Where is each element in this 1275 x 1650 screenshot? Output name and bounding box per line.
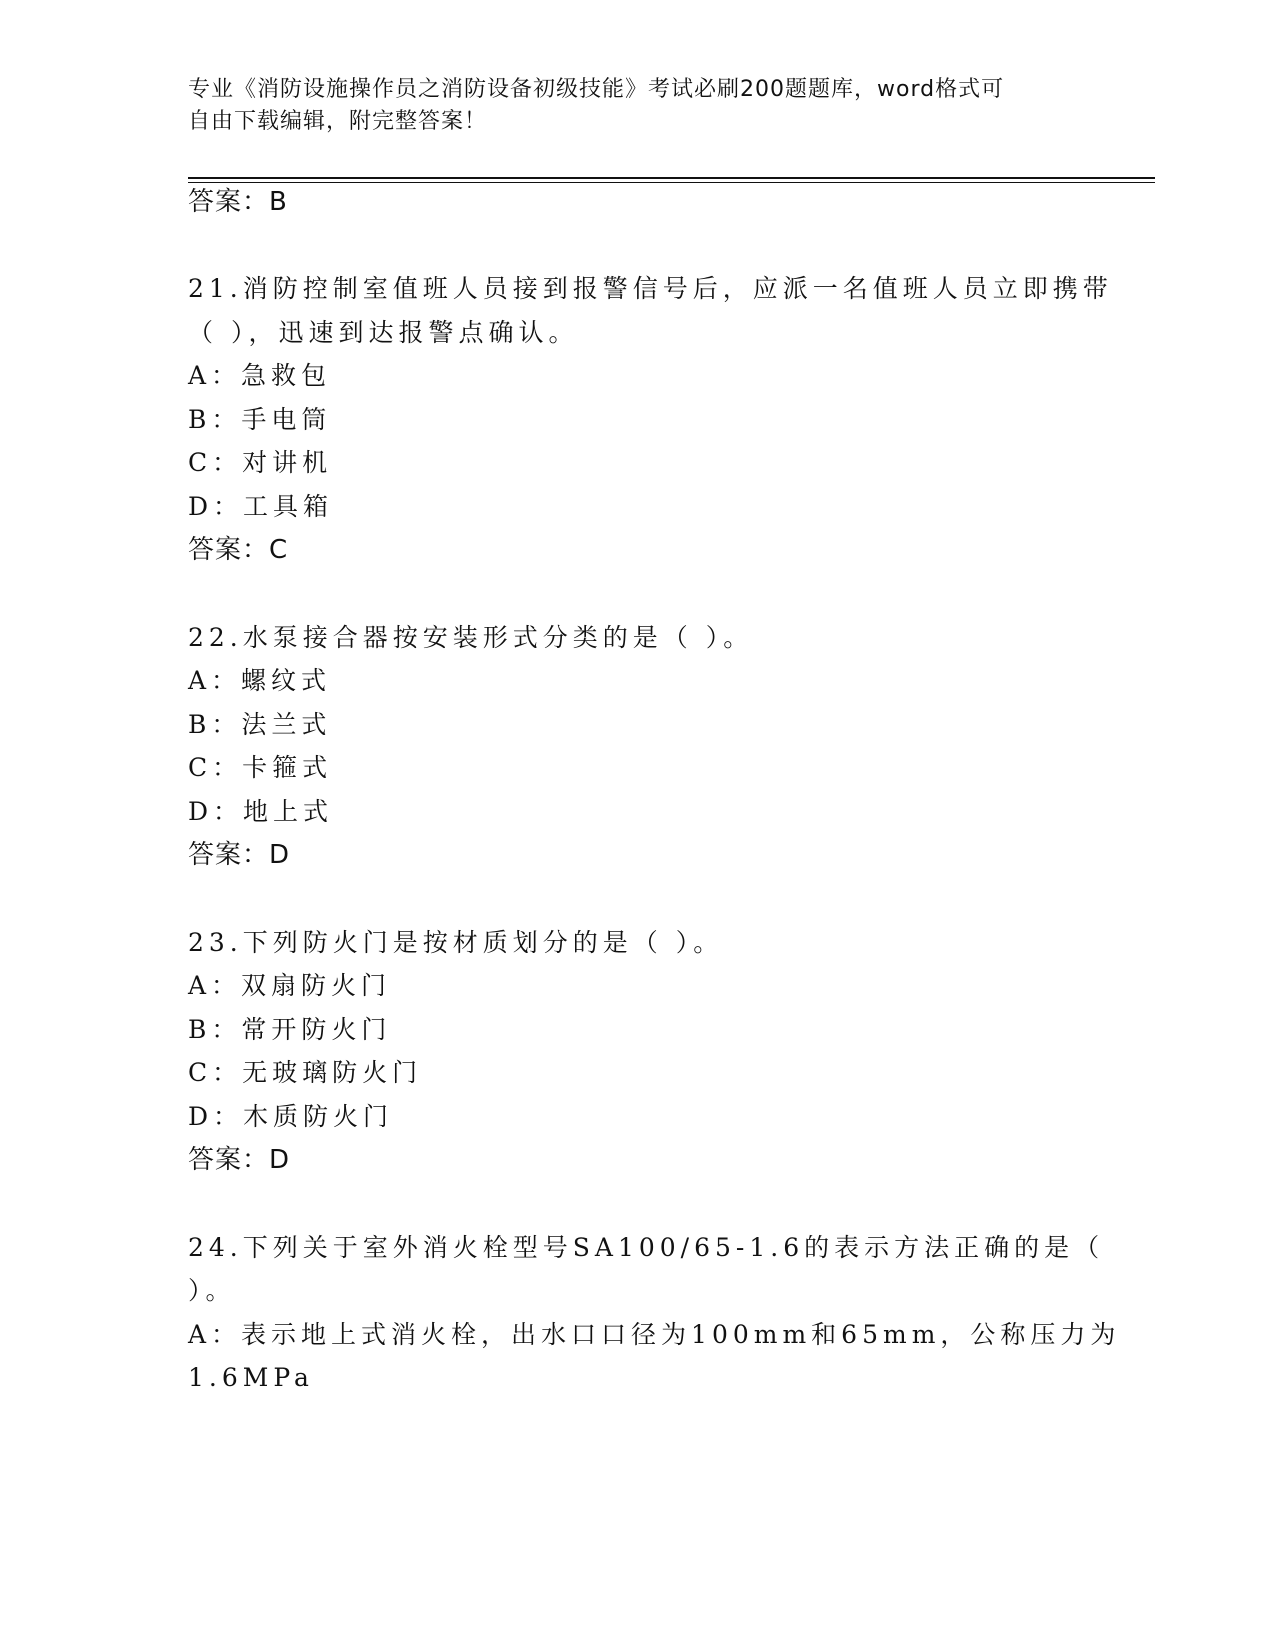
- question-22-answer: 答案：D: [188, 840, 291, 870]
- question-23-answer: 答案：D: [188, 1145, 291, 1175]
- question-23-stem: 23.下列防火门是按材质划分的是（ ）。: [188, 928, 724, 957]
- question-21-answer: 答案：C: [188, 535, 289, 565]
- question-24-option-a-continued: 1.6MPa: [188, 1363, 314, 1392]
- question-23-option-c: C：无玻璃防火门: [188, 1058, 423, 1087]
- previous-answer: 答案：B: [188, 187, 288, 217]
- question-23-option-a: A：双扇防火门: [188, 971, 392, 1000]
- question-21-option-d: D：工具箱: [188, 492, 334, 521]
- question-24-stem-line-2: ）。: [188, 1276, 236, 1305]
- header-divider-thin: [188, 182, 1155, 183]
- question-21-stem-line-2: （ ），迅速到达报警点确认。: [188, 318, 579, 347]
- question-22-stem: 22.水泵接合器按安装形式分类的是（ ）。: [188, 623, 754, 652]
- question-22-option-c: C：卡箍式: [188, 753, 333, 782]
- document-header: [188, 74, 1088, 138]
- question-21-stem-line-1: 21.消防控制室值班人员接到报警信号后，应派一名值班人员立即携带: [188, 274, 1113, 303]
- question-24-option-a: A：表示地上式消火栓，出水口口径为100mm和65mm，公称压力为: [188, 1320, 1121, 1349]
- header-line-2: 自由下载编辑，附完整答案！: [188, 109, 488, 134]
- question-23-option-b: B：常开防火门: [188, 1015, 392, 1044]
- question-21-option-b: B：手电筒: [188, 405, 332, 434]
- header-line-1: 专业《消防设施操作员之消防设备初级技能》考试必刷200题题库，word格式可: [188, 77, 1005, 102]
- question-23-option-d: D：木质防火门: [188, 1102, 394, 1131]
- header-divider-thick: [188, 177, 1155, 179]
- question-21-option-a: A：急救包: [188, 361, 332, 390]
- question-22-option-d: D：地上式: [188, 797, 334, 826]
- question-22-option-a: A：螺纹式: [188, 666, 332, 695]
- question-22-option-b: B：法兰式: [188, 710, 332, 739]
- question-21-option-c: C：对讲机: [188, 448, 333, 477]
- question-24-stem-line-1: 24.下列关于室外消火栓型号SA100/65-1.6的表示方法正确的是（: [188, 1233, 1105, 1262]
